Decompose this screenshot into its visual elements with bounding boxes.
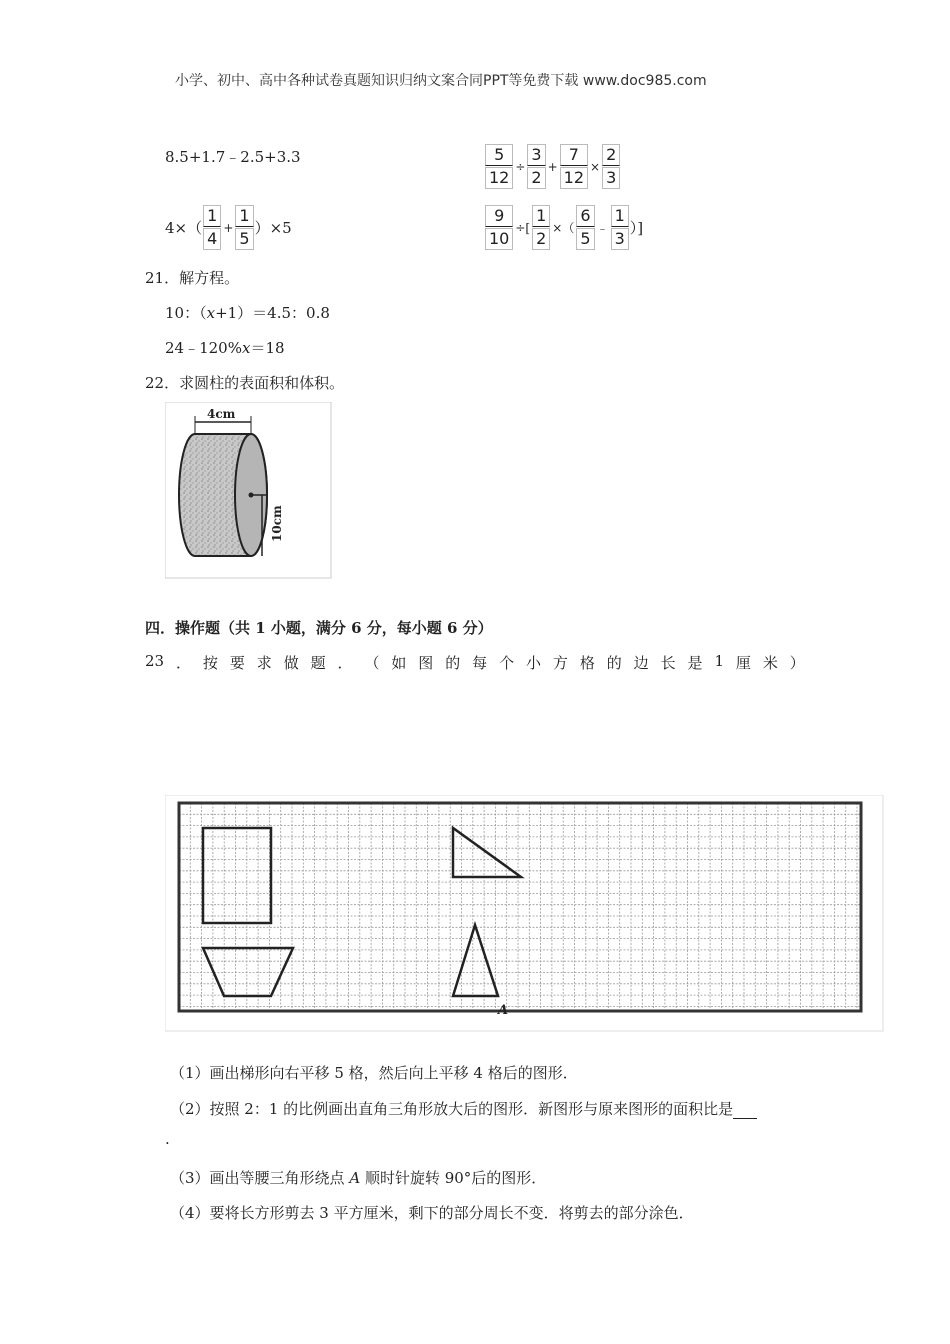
fraction: $\frac{1}{4}$ (203, 205, 221, 250)
q23-sub2: （2）按照 2：1 的比例画出直角三角形放大后的图形．新图形与原来图形的面积比是 (170, 1098, 757, 1119)
q21-equation-1: 10：（x+1）＝4.5：0.8 (165, 304, 330, 322)
q23-sub4: （4）要将长方形剪去 3 平方厘米，剩下的部分周长不变．将剪去的部分涂色． (170, 1204, 694, 1222)
expression-2: $\frac{5}{12}$ ÷ $\frac{3}{2}$ + $\frac{7}{12}$ × $\frac{2}{3}$ (484, 144, 621, 189)
q23-title-char: 方 (552, 654, 568, 672)
fraction: $\frac{1}{2}$ (532, 205, 550, 250)
q23-title-char: 是 (687, 654, 703, 672)
q22-title: 22．求圆柱的表面积和体积。 (145, 374, 345, 392)
q23-title-char: 长 (660, 654, 676, 672)
q23-title-char: 厘 (735, 654, 751, 672)
q23-title-char: （ (364, 654, 380, 672)
q23-title-char: 小 (525, 654, 541, 672)
fraction: $\frac{7}{12}$ (560, 144, 588, 189)
grid-figure (165, 795, 885, 1033)
fraction: $\frac{1}{3}$ (611, 205, 629, 250)
height-label: 10cm (270, 505, 284, 542)
q23-title-char: 格 (579, 654, 595, 672)
q23-title-char: 23 (145, 652, 165, 670)
fraction: $\frac{1}{5}$ (235, 205, 253, 250)
q23-title-char: 做 (283, 654, 299, 672)
fraction: $\frac{5}{12}$ (485, 144, 513, 189)
width-label: 4cm (207, 407, 236, 421)
cylinder-figure (165, 402, 333, 580)
q23-title-char: 求 (256, 654, 272, 672)
q23-title-char: 按 (202, 654, 218, 672)
fraction: $\frac{9}{10}$ (485, 205, 513, 250)
q23-title-char: 的 (606, 654, 622, 672)
q23-sub1: （1）画出梯形向右平移 5 格，然后向上平移 4 格后的图形． (170, 1064, 578, 1082)
page-header: 小学、初中、高中各种试卷真题知识归纳文案合同PPT等免费下载 www.doc985.com (175, 73, 707, 89)
q23-title-char: ） (789, 654, 805, 672)
q23-title-char: 要 (229, 654, 245, 672)
q23-title-char: 如 (391, 654, 407, 672)
answer-blank (733, 1104, 757, 1119)
section-4-title: 四．操作题（共 1 小题，满分 6 分，每小题 6 分） (145, 619, 493, 637)
q23-sub2-end: . (165, 1130, 170, 1148)
q23-title-char: 题 (310, 654, 326, 672)
q23-title (145, 652, 805, 673)
q23-title-char: 图 (418, 654, 434, 672)
center-point (249, 493, 254, 498)
q23-title-char: 边 (633, 654, 649, 672)
q21-equation-2: 24﹣120%x＝18 (165, 339, 285, 357)
q23-title-char: ． (337, 654, 353, 672)
fraction: $\frac{3}{2}$ (527, 144, 545, 189)
q23-title-char: 米 (762, 654, 778, 672)
q23-title-char: 每 (472, 654, 488, 672)
fraction: $\frac{6}{5}$ (576, 205, 594, 250)
expression-4: $\frac{9}{10}$ ÷[ $\frac{1}{2}$ ×（ $\frac{6}{5}$ ﹣ $\frac{1}{3}$ ）] (484, 205, 643, 250)
expression-3: 4×（ $\frac{1}{4}$ + $\frac{1}{5}$ ）×5 (165, 206, 292, 248)
q23-title-char: 1 (714, 652, 724, 670)
q23-title-char: 个 (499, 654, 515, 672)
q23-title-char: 的 (445, 654, 461, 672)
q21-title: 21．解方程。 (145, 269, 240, 287)
q23-title-char: ． (176, 654, 192, 672)
q23-sub3: （3）画出等腰三角形绕点 A 顺时针旋转 90°后的图形． (170, 1169, 547, 1187)
fraction: $\frac{2}{3}$ (602, 144, 620, 189)
expression-1: 8.5+1.7﹣2.5+3.3 (165, 148, 301, 166)
point-a-label: A (498, 1003, 509, 1018)
